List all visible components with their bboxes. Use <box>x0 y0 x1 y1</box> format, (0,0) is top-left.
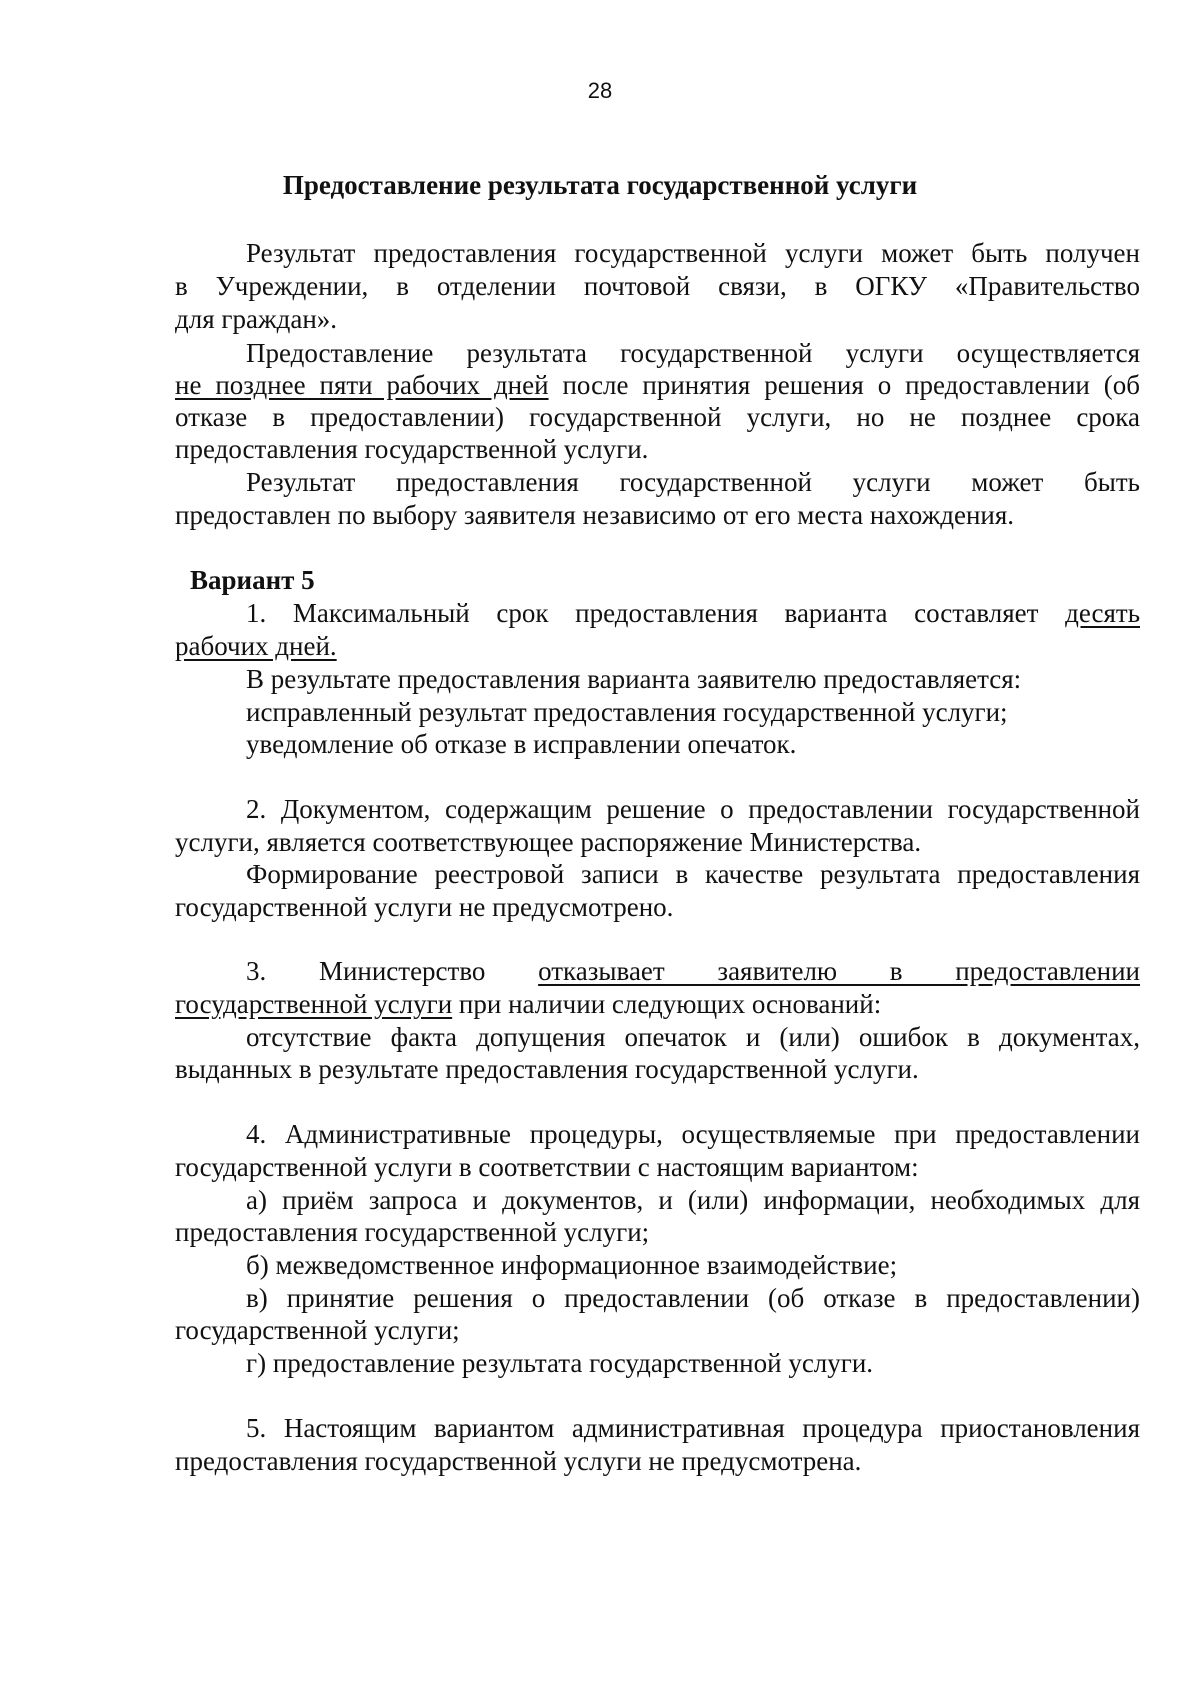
paragraph-line: отказе в предоставлении) государственной услуги, но не позднее срока <box>175 402 1140 432</box>
section-heading: Предоставление результата государственной услуги <box>282 170 918 200</box>
underlined-text: десять <box>1065 598 1140 628</box>
paragraph-line: уведомление об отказе в исправлении опечаток. <box>246 729 797 759</box>
paragraph-line: исправленный результат предоставления государственной услуги; <box>246 697 1008 727</box>
paragraph-line: 2. Документом, содержащим решение о предоставлении государственной <box>246 794 1140 824</box>
paragraph-line: государственной услуги; <box>175 1315 460 1345</box>
paragraph-line: Результат предоставления государственной услуги может быть получен <box>246 238 1140 268</box>
paragraph-line: государственной услуги в соответствии с настоящим вариантом: <box>175 1152 919 1182</box>
paragraph-line: 4. Административные процедуры, осуществляемые при предоставлении <box>246 1119 1140 1149</box>
paragraph-line: Результат предоставления государственной услуги может быть <box>246 467 1140 497</box>
page-number: 28 <box>587 78 613 103</box>
underlined-text: не позднее пяти рабочих дней <box>175 370 549 400</box>
variant-title: Вариант 5 <box>190 565 315 595</box>
text-span: при наличии следующих оснований: <box>458 989 882 1019</box>
paragraph-line: услуги, является соответствующее распоряжение Министерства. <box>175 827 922 857</box>
paragraph-line <box>175 987 1140 1021</box>
paragraph-line: Формирование реестровой записи в качестве результата предоставления <box>246 859 1140 889</box>
text-span: после принятия решения о предоставлении (об <box>562 370 1140 400</box>
underlined-text: отказывает заявителю в предоставлении <box>538 956 1140 986</box>
paragraph-line: предоставления государственной услуги; <box>175 1217 650 1247</box>
paragraph-line <box>175 629 1140 663</box>
paragraph-line: б) межведомственное информационное взаимодействие; <box>246 1250 898 1280</box>
paragraph-line: в) принятие решения о предоставлении (об отказе в предоставлении) <box>246 1283 1140 1313</box>
text-span: 3. Министерство <box>246 956 486 986</box>
paragraph-line <box>246 596 1140 630</box>
underlined-text: рабочих дней. <box>175 631 337 661</box>
paragraph-line: выданных в результате предоставления государственной услуги. <box>175 1054 919 1084</box>
paragraph-line: предоставлен по выбору заявителя независимо от его места нахождения. <box>175 500 1015 530</box>
paragraph-line: Предоставление результата государственной услуги осуществляется <box>246 338 1140 368</box>
paragraph-line: для граждан». <box>175 304 338 334</box>
text-span: 1. Максимальный срок предоставления варианта составляет <box>246 598 1039 628</box>
paragraph-line: г) предоставление результата государственной услуги. <box>246 1348 874 1378</box>
paragraph-line: в Учреждении, в отделении почтовой связи, в ОГКУ «Правительство <box>175 271 1140 301</box>
paragraph-line <box>246 954 1140 988</box>
underlined-text: государственной услуги <box>175 989 453 1019</box>
paragraph-line: В результате предоставления варианта заявителю предоставляется: <box>246 664 1022 694</box>
paragraph-line: государственной услуги не предусмотрено. <box>175 892 674 922</box>
paragraph-line: предоставления государственной услуги не предусмотрена. <box>175 1446 862 1476</box>
paragraph-line: отсутствие факта допущения опечаток и (или) ошибок в документах, <box>246 1022 1140 1052</box>
paragraph-line: а) приём запроса и документов, и (или) информации, необходимых для <box>246 1185 1140 1215</box>
paragraph-line: предоставления государственной услуги. <box>175 434 649 464</box>
paragraph-line <box>175 368 1140 402</box>
paragraph-line: 5. Настоящим вариантом административная процедура приостановления <box>246 1413 1140 1443</box>
